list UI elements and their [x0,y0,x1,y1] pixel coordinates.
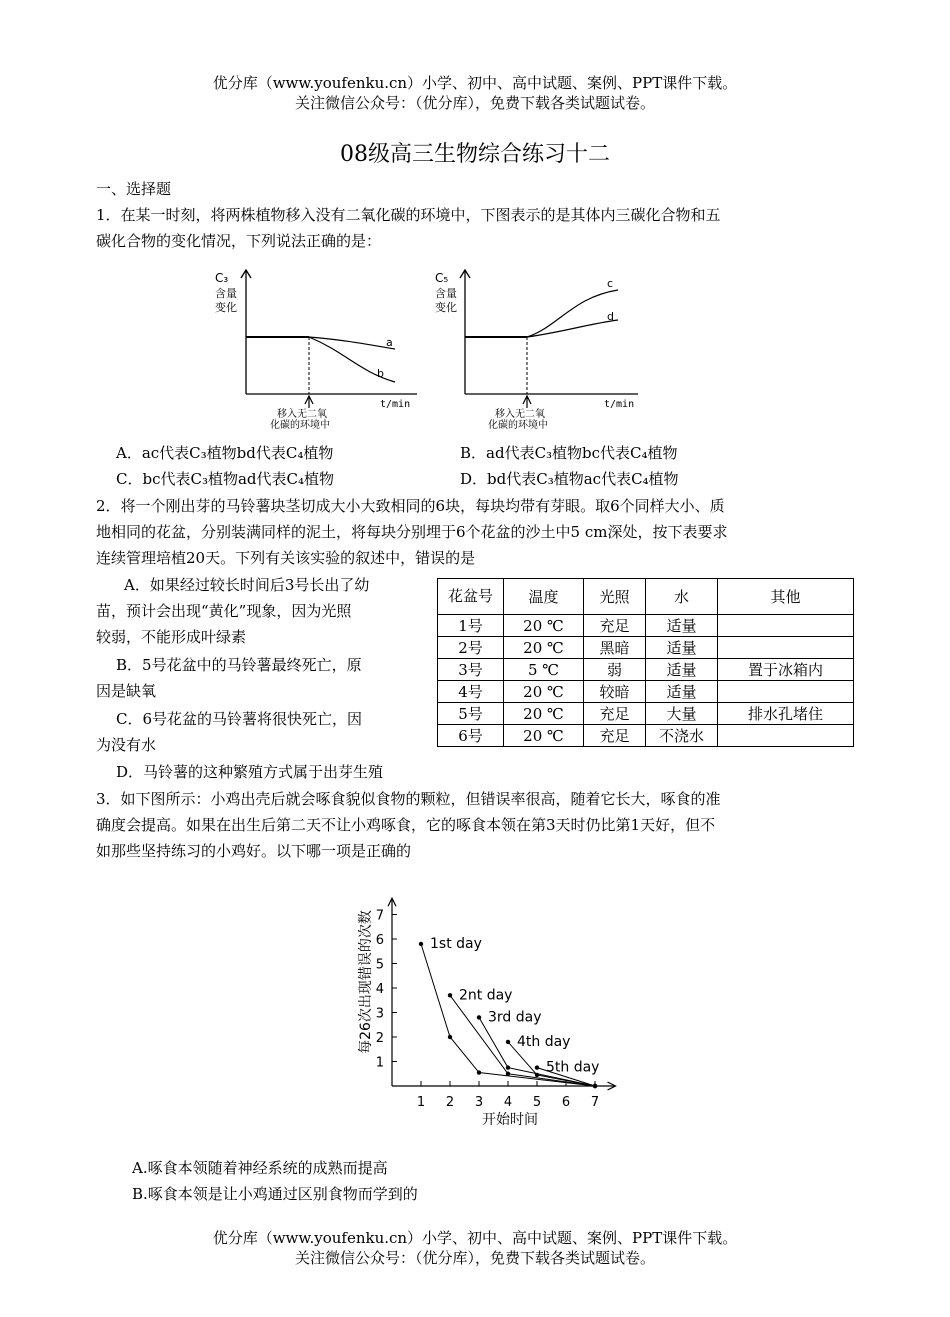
table-cell [718,615,854,637]
table-cell: 5号 [438,703,504,725]
chart-series-label: 5th day [546,1059,600,1076]
chart-data-point [506,1065,510,1069]
table-cell: 黑暗 [584,637,646,659]
table-cell: 不浇水 [646,725,718,747]
table-cell: 4号 [438,681,504,703]
q1-option-d: D．bd代表C₃植物ac代表C₄植物 [460,470,679,488]
c5-xlabel: t/min [604,399,635,410]
chart-y-tick-label: 1 [375,1055,384,1071]
chart-x-tick-label: 5 [532,1095,542,1110]
q1-text-line2: 碳化合物的变化情况，下列说法正确的是： [96,232,382,250]
q3-text-line1: 3．如下图所示：小鸡出壳后就会啄食貌似食物的颗粒，但错误率很高，随着它长大，啄食的准 [96,790,721,808]
c3-note-1: 移入无二氧 [277,409,327,420]
table-header-cell: 花盆号 [438,579,504,615]
c5-label-d: d [607,310,614,323]
chart-x-tick-label: 6 [561,1095,571,1110]
chart-x-tick-label: 1 [416,1095,426,1110]
chart-y-tick-label: 5 [375,957,384,973]
table-row [438,703,854,725]
chart-data-point [535,1065,539,1069]
chart-series-label: 2nt day [459,987,513,1004]
table-cell [718,681,854,703]
table-header-cell: 其他 [718,579,854,615]
table-cell: 置于冰箱内 [718,659,854,681]
table-cell: 6号 [438,725,504,747]
chart-x-tick-label: 2 [445,1095,455,1110]
site-footer-line2: 关注微信公众号：（优分库），免费下载各类试题试卷。 [294,1249,655,1267]
chart-data-point [535,1073,539,1077]
table-row [438,725,854,747]
table-cell [718,725,854,747]
table-cell: 5 ℃ [504,659,584,681]
c5-note-1: 移入无二氧 [495,409,545,420]
chart-series-label: 4th day [517,1033,571,1050]
q2-option-a-line1: A．如果经过较长时间后3号长出了幼 [124,576,370,594]
table-row [438,681,854,703]
table-cell: 20 ℃ [504,725,584,747]
chart-x-tick-label: 7 [590,1095,600,1110]
q2-option-d: D．马铃薯的这种繁殖方式属于出芽生殖 [116,763,384,781]
c3-label-b: b [377,367,384,380]
q3-text-line2: 确度会提高。如果在出生后第二天不让小鸡啄食，它的啄食本领在第3天时仍比第1天好，但不 [96,816,716,834]
chart-series-label: 3rd day [488,1009,542,1026]
q3-option-b: B.啄食本领是让小鸡通过区别食物而学到的 [132,1185,418,1203]
site-footer-line1: 优分库（www.youfenku.cn）小学、初中、高中试题、案例、PPT课件下载。 [212,1229,738,1247]
table-header-cell: 温度 [504,579,584,615]
c5-label-c: c [607,277,614,290]
table-cell: 大量 [646,703,718,725]
c5-ylabel-2: 含量 [435,287,457,300]
c5-ylabel-3: 变化 [435,301,457,314]
table-cell: 弱 [584,659,646,681]
chart-data-point [593,1084,597,1088]
chart-y-tick-label: 3 [375,1006,384,1022]
c3-ylabel-3: 变化 [215,301,237,314]
table-header-cell: 光照 [584,579,646,615]
chart-data-point [477,1015,481,1019]
table-cell: 2号 [438,637,504,659]
site-header-line2: 关注微信公众号：（优分库），免费下载各类试题试卷。 [294,94,655,112]
q2-option-b-line1: B．5号花盆中的马铃薯最终死亡，原 [116,656,362,674]
q2-option-a-line3: 较弱，不能形成叶绿素 [96,628,247,646]
table-cell: 20 ℃ [504,703,584,725]
c5-curve-c [527,290,618,337]
chart-data-point [448,1035,452,1039]
c5-ylabel-1: C₅ [435,271,449,285]
table-cell: 1号 [438,615,504,637]
chart-data-point [477,1070,481,1074]
c5-graph [423,262,653,432]
table-cell: 20 ℃ [504,615,584,637]
chart-data-point [506,1072,510,1076]
table-cell: 适量 [646,681,718,703]
table-cell: 充足 [584,615,646,637]
potato-experiment-table [437,578,854,747]
table-row [438,637,854,659]
chart-data-point [506,1040,510,1044]
q3-text-line3: 如那些坚持练习的小鸡好。以下哪一项是正确的 [96,842,412,860]
c3-graph [205,262,435,432]
table-header-cell: 水 [646,579,718,615]
q2-text-line1: 2．将一个刚出芽的马铃薯块茎切成大小大致相同的6块，每块均带有芽眼。取6个同样大小、质 [96,497,725,515]
table-cell: 充足 [584,703,646,725]
table-cell: 充足 [584,725,646,747]
table-cell: 排水孔堵住 [718,703,854,725]
chart-y-tick-label: 2 [375,1031,384,1046]
chart-x-tick-label: 4 [503,1095,513,1110]
chart-x-label: 开始时间 [482,1112,538,1128]
q2-option-c-line1: C．6号花盆的马铃薯将很快死亡，因 [116,710,363,728]
chart-data-point [448,993,452,997]
chart-series-label: 1st day [430,935,482,952]
c5-note-2: 化碳的环境中 [488,420,548,431]
q3-option-a: A.啄食本领随着神经系统的成熟而提高 [132,1159,388,1177]
q2-option-c-line2: 为没有水 [96,736,157,754]
table-row [438,615,854,637]
chart-y-tick-label: 7 [375,908,384,924]
c3-note-2: 化碳的环境中 [270,420,330,431]
site-header-line1: 优分库（www.youfenku.cn）小学、初中、高中试题、案例、PPT课件下载。 [212,74,738,92]
chart-y-label: 每26次出现错误的次数 [358,910,374,1054]
c3-xlabel: t/min [380,399,411,410]
q2-option-a-line2: 苗，预计会出现“黄化”现象，因为光照 [96,602,352,620]
q1-text-line1: 1．在某一时刻，将两株植物移入没有二氧化碳的环境中，下图表示的是其体内三碳化合物和五 [96,206,721,224]
table-cell: 较暗 [584,681,646,703]
c3-ylabel-1: C₃ [215,271,229,285]
table-cell: 20 ℃ [504,681,584,703]
table-cell [718,637,854,659]
q1-option-b: B．ad代表C₃植物bc代表C₄植物 [460,444,678,462]
q2-option-b-line2: 因是缺氧 [96,682,157,700]
chart-y-tick-label: 4 [375,982,384,997]
c3-ylabel-2: 含量 [215,287,237,300]
table-cell: 3号 [438,659,504,681]
q1-option-a: A．ac代表C₃植物bd代表C₄植物 [116,444,334,462]
pecking-error-chart [340,862,640,1132]
table-cell: 适量 [646,637,718,659]
table-cell: 20 ℃ [504,637,584,659]
table-cell: 适量 [646,615,718,637]
section-heading: 一、选择题 [96,180,172,198]
table-cell: 适量 [646,659,718,681]
q2-text-line3: 连续管理培植20天。下列有关该实验的叙述中，错误的是 [96,549,476,567]
table-row [438,659,854,681]
q1-option-c: C．bc代表C₃植物ad代表C₄植物 [116,470,335,488]
c3-label-a: a [386,336,393,349]
c5-curve-d [527,320,618,337]
table-header-row [438,579,854,615]
chart-data-point [419,942,423,946]
chart-x-tick-label: 3 [474,1095,484,1110]
q2-text-line2: 地相同的花盆，分别装满同样的泥土，将每块分别埋于6个花盆的沙土中5 cm深处，按下表要求 [96,523,728,541]
page-title: 08级高三生物综合练习十二 [340,142,610,167]
chart-y-tick-label: 6 [375,933,384,948]
